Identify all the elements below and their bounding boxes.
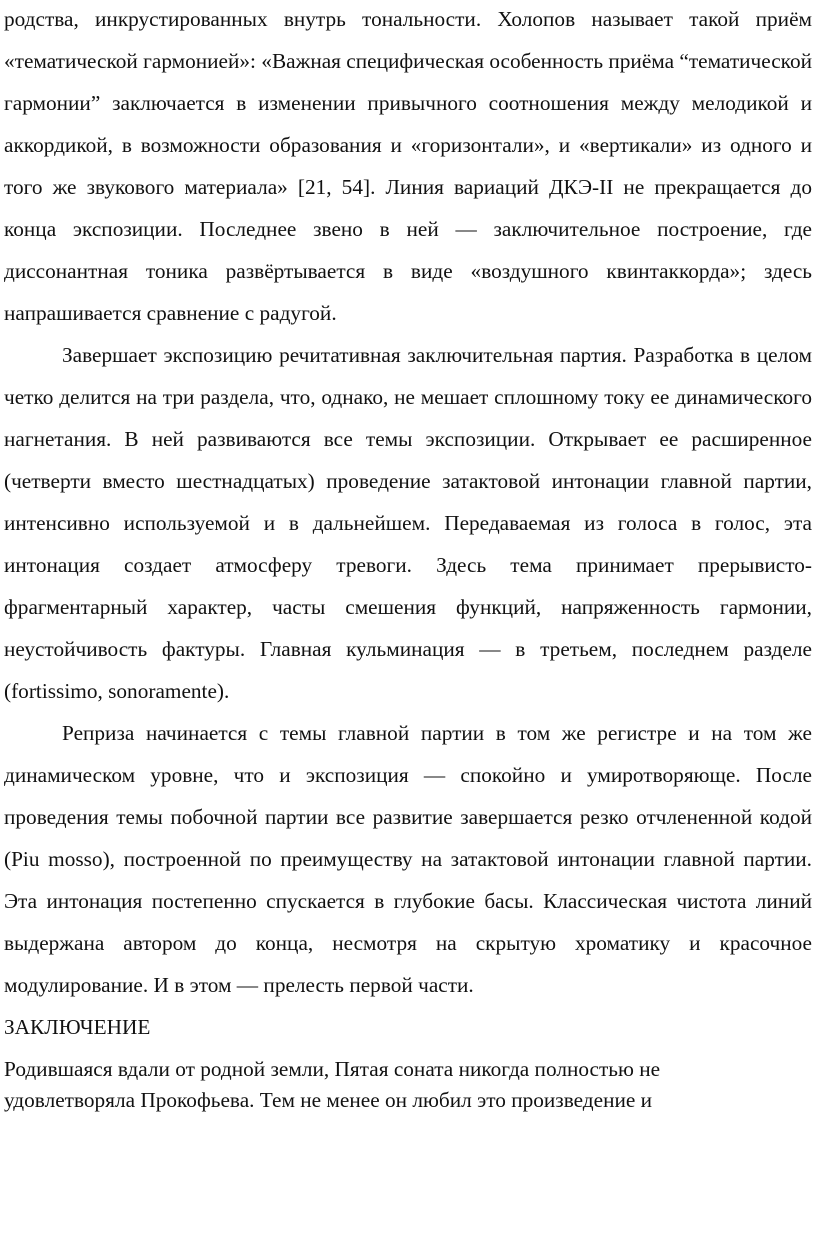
paragraph-reprise: Реприза начинается с темы главной партии в том же регистре и на том же динамическом уровне, что и экспозиция — спокойно и умиротворяюще. После проведения темы побочной партии все развитие завершается резко отчлененной кодой (Piu mosso), построенной по преимуществу на затактовой интонации главной партии. Эта интонация постепенно спускается в глубокие басы. Классическая чистота линий выдержана автором до конца, несмотря на скрытую хроматику и красочное модулирование. И в этом — прелесть первой части. [4,721,812,997]
document-page [4,0,812,1116]
conclusion-line-2: удовлетворяла Прокофьева. Тем не менее он любил это произведение и [4,1088,653,1112]
paragraph-development: Завершает экспозицию речитативная заключительная партия. Разработка в целом четко делится на три раздела, что, однако, не мешает сплошному току ее динамического нагнетания. В ней развиваются все темы экспозиции. Открывает ее расширенное (четверти вместо шестнадцатых) проведение затактовой интонации главной партии, интенсивно используемой и в дальнейшем. Передаваемая из голоса в голос, эта интонация создает атмосферу тревоги. Здесь тема принимает прерывисто-фрагментарный характер, часты смешения функций, напряженность гармонии, неустойчивость фактуры. Главная кульминация — в третьем, последнем разделе (fortissimo, sonoramente). [4,343,812,703]
conclusion-line-1: Родившаяся вдали от родной земли, Пятая соната никогда полностью не [4,1057,661,1081]
paragraph-continuation: родства, инкрустированных внутрь тональности. Холопов называет такой приём «тематической гармонией»: «Важная специфическая особенность приёма “тематической гармонии” заключается в изменении привычного соотношения между мелодикой и аккордикой, в возможности образования и «горизонтали», и «вертикали» из одного и того же звукового материала» [21, 54]. Линия вариаций ДКЭ-II не прекращается до конца экспозиции. Последнее звено в ней — заключительное построение, где диссонантная тоника развёртывается в виде «воздушного квинтаккорда»; здесь напрашивается сравнение с радугой. [4,7,812,325]
section-heading-conclusion: ЗАКЛЮЧЕНИЕ [4,1015,151,1039]
paragraph-conclusion [4,1054,812,1116]
